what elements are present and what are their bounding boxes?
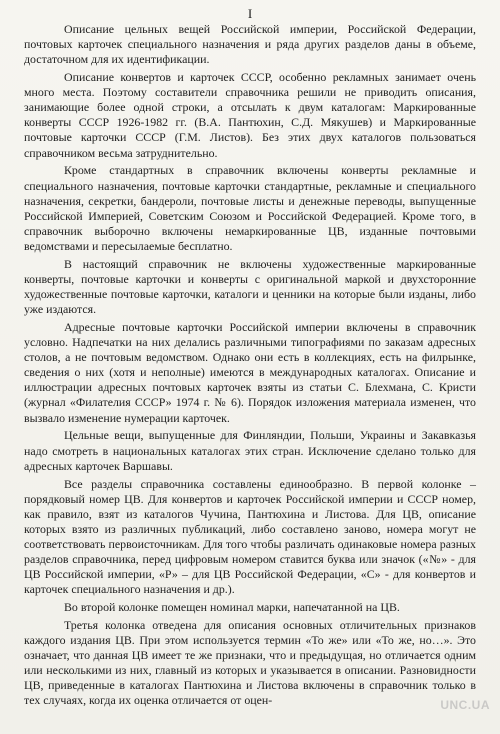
paragraph-5: Адресные почтовые карточки Российской империи включены в справочник условно. Надпечатки на них делались различными типографиями по заказам адресных столов, а не почтовым ведомством. Однако они есть в коллекциях, есть на филрынке, сведения о них (хотя и неполные) имеются в международных каталогах. Описание и иллюстрации адресных почтовых карточек взяты из статьи С. Блехмана, С. Кристи (журнал «Филателия СССР» 1974 г. № 6). Порядок изложения материала изменен, что вызвало изменение нумерации карточек. [24,319,476,425]
page-text [24,22,476,709]
watermark: UNC.UA [440,698,490,712]
paragraph-1: Описание цельных вещей Российской империи, Российской Федерации, почтовых карточек специального назначения и ряда других разделов даны в объеме, достаточном для их идентификации. [24,22,476,67]
paragraph-4: В настоящий справочник не включены художественные маркированные конверты, почтовые карточки и конверты с оригинальной маркой и двухсторонние художественные почтовые карточки, каталоги и ценники на которые были изданы, либо уже издаются. [24,256,476,317]
paragraph-7: Все разделы справочника составлены единообразно. В первой колонке – порядковый номер ЦВ. Для конвертов и карточек Российской империи и СССР номер, как правило, взят из каталогов Чучина, Пантюхина и Листова. Для ЦВ, описание которых взято из различных публикаций, либо составлено заново, номера могут не соответствовать первоисточникам. Для того чтобы различать одинаковые номера разных разделов справочника, перед цифровым номером ставится буква или значок («№» - для ЦВ Российской империи, «Р» – для ЦВ Российской Федерации, «С» - для конвертов и карточек специального назначения и др.). [24,476,476,597]
page-number: I [247,6,253,21]
paragraph-6: Цельные вещи, выпущенные для Финляндии, Польши, Украины и Закавказья надо смотреть в национальных каталогах этих стран. Исключение сделано только для адресных карточек Варшавы. [24,428,476,473]
paragraph-9: Третья колонка отведена для описания основных отличительных признаков каждого издания ЦВ. При этом используется термин «То же» или «То же, но…». Это означает, что данная ЦВ имеет те же признаки, что и предыдущая, но отличается одним или несколькими из них, главный из которых и указывается в описании. Разновидности ЦВ, приведенные в каталогах Пантюхина и Листова включены в справочник только в тех случаях, когда их оценка отличается от оцен- [24,617,476,708]
paragraph-3: Кроме стандартных в справочник включены конверты рекламные и специального назначения, почтовые карточки стандартные, рекламные и специального назначения, секретки, бандероли, почтовые листы и денежные переводы, выпущенные Российской Империей, Советским Союзом и Российской Федерацией. Кроме того, в справочник выборочно включены немаркированные ЦВ, изданные почтовыми ведомствами и пересылаемые бесплатно. [24,163,476,253]
paragraph-8: Во второй колонке помещен номинал марки, напечатанной на ЦВ. [64,600,400,615]
paragraph-2: Описание конвертов и карточек СССР, особенно рекламных занимает очень много места. Поэтому составители справочника решили не приводить описания, занимающие более одной строки, а отсылать к двум каталогам: Маркированные конверты СССР 1926-1982 гг. (В.А. Пантюхин, С.Д. Мякушев) и Маркированные почтовые карточки СССР (Г.М. Листов). Без этих двух каталогов пользоваться справочником весьма затруднительно. [24,70,476,160]
